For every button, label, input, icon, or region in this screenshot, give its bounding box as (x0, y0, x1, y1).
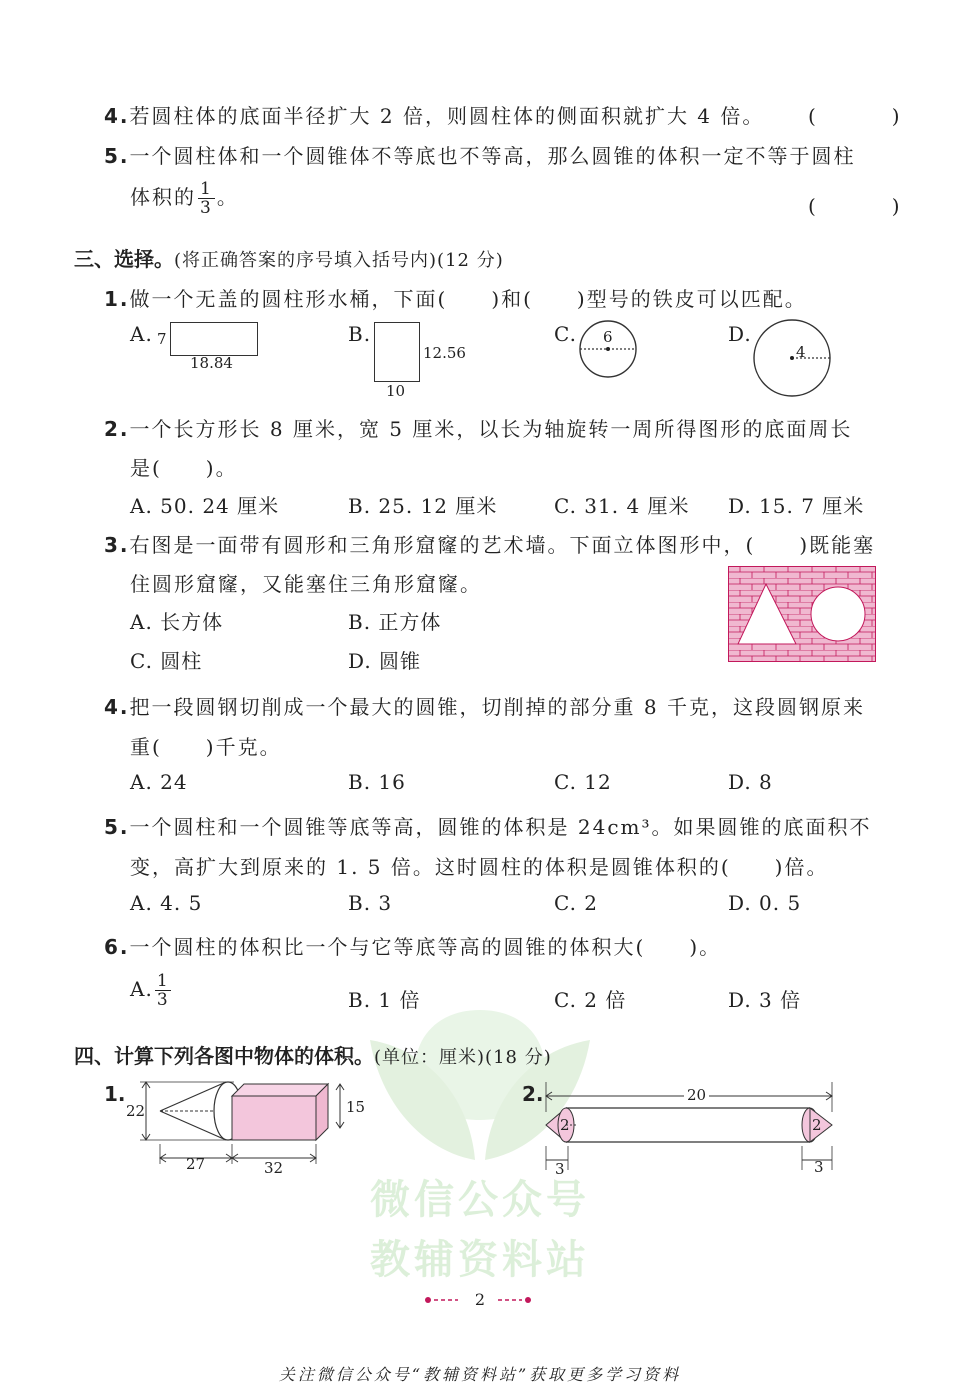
option-d[interactable]: D. 圆锥 (348, 649, 422, 673)
figure-2-number: 2. (522, 1082, 544, 1106)
question-text: 。 (216, 185, 239, 209)
choice-question-5: 5.一个圆柱和一个圆锥等底等高，圆锥的体积是 24cm³。如果圆锥的底面积不 (104, 815, 872, 839)
rect-a-width: 18.84 (190, 354, 233, 372)
option-b[interactable]: B. (348, 322, 372, 346)
choice-question-4: 4.把一段圆钢切削成一个最大的圆锥，切削掉的部分重 8 千克，这段圆钢原来 (104, 695, 865, 719)
option-d[interactable]: D. (728, 322, 752, 346)
answer-paren-tf5[interactable]: ( ) (808, 194, 928, 218)
question-text: 体积的 (130, 185, 196, 209)
option-c[interactable]: C. 2 倍 (554, 988, 627, 1012)
watermark-line1: 微信公众号 (370, 1177, 590, 1223)
choice-question-3: 3.右图是一面带有圆形和三角形窟窿的艺术墙。下面立体图形中，( )既能塞 (104, 533, 876, 557)
option-c[interactable]: C. (554, 322, 577, 346)
choice-question-4-line2: 重( )千克。 (130, 735, 282, 759)
option-b[interactable]: B. 25. 12 厘米 (348, 494, 498, 518)
watermark-line2: 教辅资料站 (370, 1237, 590, 1283)
figure-1-number: 1. (104, 1082, 126, 1106)
fraction: $\frac{1}{3}$ (156, 971, 169, 1010)
choice-question-2-line2: 是( )。 (130, 456, 238, 480)
choice-question-2: 2.一个长方形长 8 厘米，宽 5 厘米，以长为轴旋转一周所得图形的底面周长 (104, 417, 853, 441)
question-text: 若圆柱体的底面半径扩大 2 倍，则圆柱体的侧面积就扩大 4 倍。 (129, 104, 765, 128)
choice-question-1: 1.做一个无盖的圆柱形水桶，下面( )和( )型号的铁皮可以匹配。 (104, 287, 807, 311)
option-c[interactable]: C. 圆柱 (130, 649, 203, 673)
choice-question-6: 6.一个圆柱的体积比一个与它等底等高的圆锥的体积大( )。 (104, 935, 722, 959)
question-text: 一个圆柱体和一个圆锥体不等底也不等高，那么圆锥的体积一定不等于圆柱 (129, 144, 856, 168)
option-d[interactable]: D. 15. 7 厘米 (728, 494, 865, 518)
option-d[interactable]: D. 0. 5 (728, 891, 802, 915)
option-b[interactable]: B. 正方体 (348, 610, 442, 634)
fig1-cone-length-label: 27 (186, 1155, 206, 1173)
footer-text: 关注微信公众号“教辅资料站”获取更多学习资料 (278, 1365, 682, 1384)
option-d[interactable]: D. 3 倍 (728, 988, 802, 1012)
option-b[interactable]: B. 3 (348, 891, 393, 915)
fig2-left-cone-length-label: 3 (555, 1160, 565, 1178)
section-title-calc: 四、计算下列各图中物体的体积。(单位：厘米)(18 分) (74, 1044, 552, 1068)
answer-paren-tf4[interactable]: ( ) (808, 104, 928, 128)
figure-1-cone-cuboid (124, 1074, 370, 1184)
fig1-cuboid-height-label: 15 (346, 1098, 366, 1116)
fraction: $\frac{1}{3}$ (200, 179, 213, 218)
rect-b-width: 10 (386, 382, 406, 400)
fig1-height-label: 22 (126, 1102, 146, 1120)
rect-b-figure (374, 322, 420, 382)
option-a[interactable]: A. 24 (130, 770, 188, 794)
option-a[interactable]: A. 4. 5 (130, 891, 203, 915)
fig2-right-radius-label: 2 (812, 1116, 822, 1134)
question-number: 5. (104, 144, 130, 168)
section-title-choice: 三、选择。(将正确答案的序号填入括号内)(12 分) (74, 247, 504, 271)
option-a[interactable]: A. 长方体 (130, 610, 224, 634)
choice-question-3-line2: 住圆形窟窿，又能塞住三角形窟窿。 (130, 572, 482, 596)
option-c[interactable]: C. 31. 4 厘米 (554, 494, 690, 518)
circle-d-radius: 4 (796, 343, 806, 361)
option-a[interactable]: A. $\frac{1}{3}$ (130, 971, 169, 1010)
choice-question-5-line2: 变，高扩大到原来的 1. 5 倍。这时圆柱的体积是圆锥体积的( )倍。 (130, 855, 829, 879)
fig2-left-radius-label: 2 (560, 1116, 570, 1134)
fig1-cuboid-length-label: 32 (264, 1159, 284, 1177)
option-c[interactable]: C. 12 (554, 770, 612, 794)
option-a[interactable]: A. (130, 322, 153, 346)
page-number: 2 (474, 1290, 486, 1309)
rect-a-figure (170, 322, 258, 356)
option-d[interactable]: D. 8 (728, 770, 773, 794)
question-number: 4. (104, 104, 130, 128)
circle-d-figure (752, 318, 836, 402)
option-b[interactable]: B. 1 倍 (348, 988, 421, 1012)
option-b[interactable]: B. 16 (348, 770, 406, 794)
tf-question-5-line2 (130, 180, 239, 217)
fig2-length-label: 20 (684, 1086, 709, 1104)
circle-c-diameter: 6 (603, 328, 613, 346)
option-c[interactable]: C. 2 (554, 891, 599, 915)
option-a[interactable]: A. 50. 24 厘米 (130, 494, 280, 518)
fig2-right-cone-length-label: 3 (814, 1158, 824, 1176)
rect-a-height: 7 (157, 330, 167, 348)
tf-question-5 (104, 140, 856, 169)
brick-wall-figure (728, 566, 876, 662)
rect-b-height: 12.56 (423, 344, 466, 362)
tf-question-4 (104, 100, 764, 129)
